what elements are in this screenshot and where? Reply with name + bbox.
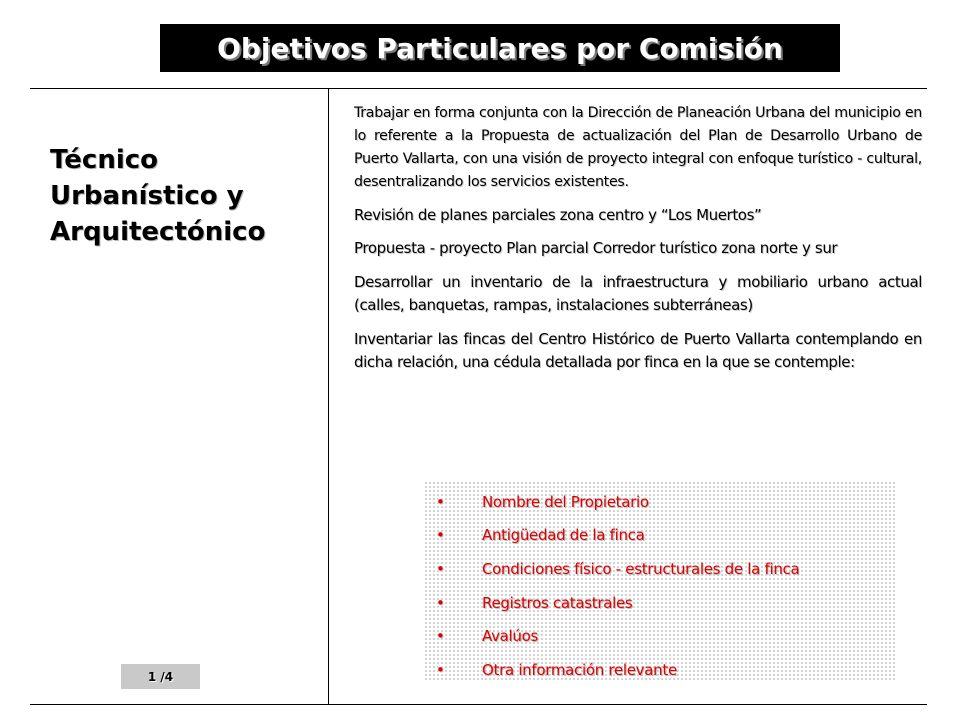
bullet-icon: • [436,660,445,679]
column-divider [328,88,329,705]
detail-item [436,485,799,519]
detail-item-label: Condiciones físico - estructurales de la finca [482,559,800,578]
section-heading: Técnico Urbanístico y Arquitectónico [50,145,266,247]
bullet-icon: • [436,627,445,646]
detail-item-label: Avalúos [482,627,539,646]
objective-item: Revisión de planes parciales zona centro y “Los Muertos” [354,206,762,224]
detail-item-label: Antigüedad de la finca [482,526,645,545]
slide-title: Objetivos Particulares por Comisión [217,31,783,65]
objective-item: Propuesta - proyecto Plan parcial Corredor turístico zona norte y sur [354,239,838,257]
detail-list [436,485,799,687]
detail-item-label: Nombre del Propietario [482,492,649,511]
top-rule [30,88,927,89]
detail-item-label: Otra información relevante [482,660,677,679]
page-indicator: 1 /4 [121,664,200,689]
detail-item [436,586,799,620]
bullet-icon: • [436,526,445,545]
objective-item: Inventariar las fincas del Centro Histórico de Puerto Vallarta contemplando en dicha relación, una cédula detallada por finca en la que se contemple: [354,330,922,371]
detail-item [436,552,799,586]
detail-item [436,619,799,653]
objective-item: Trabajar en forma conjunta con la Dirección de Planeación Urbana del municipio en lo referente a la Propuesta de actualización del Plan de Desarrollo Urbano de Puerto Vallarta, con una visión de proyecto integral con enfoque turístico - cultural, desentralizando los servicios existentes. [354,105,922,190]
objective-item: Desarrollar un inventario de la infraestructura y mobiliario urbano actual (calles, banquetas, rampas, instalaciones subterráneas) [354,273,922,314]
bullet-icon: • [436,492,445,511]
bullet-icon: • [436,593,445,612]
objectives-list [354,102,922,384]
bullet-icon: • [436,559,445,578]
detail-item [436,653,799,687]
detail-item-label: Registros catastrales [482,593,633,612]
bottom-rule [30,704,927,705]
detail-box [424,481,896,681]
title-bar [160,24,840,72]
detail-item [436,519,799,553]
